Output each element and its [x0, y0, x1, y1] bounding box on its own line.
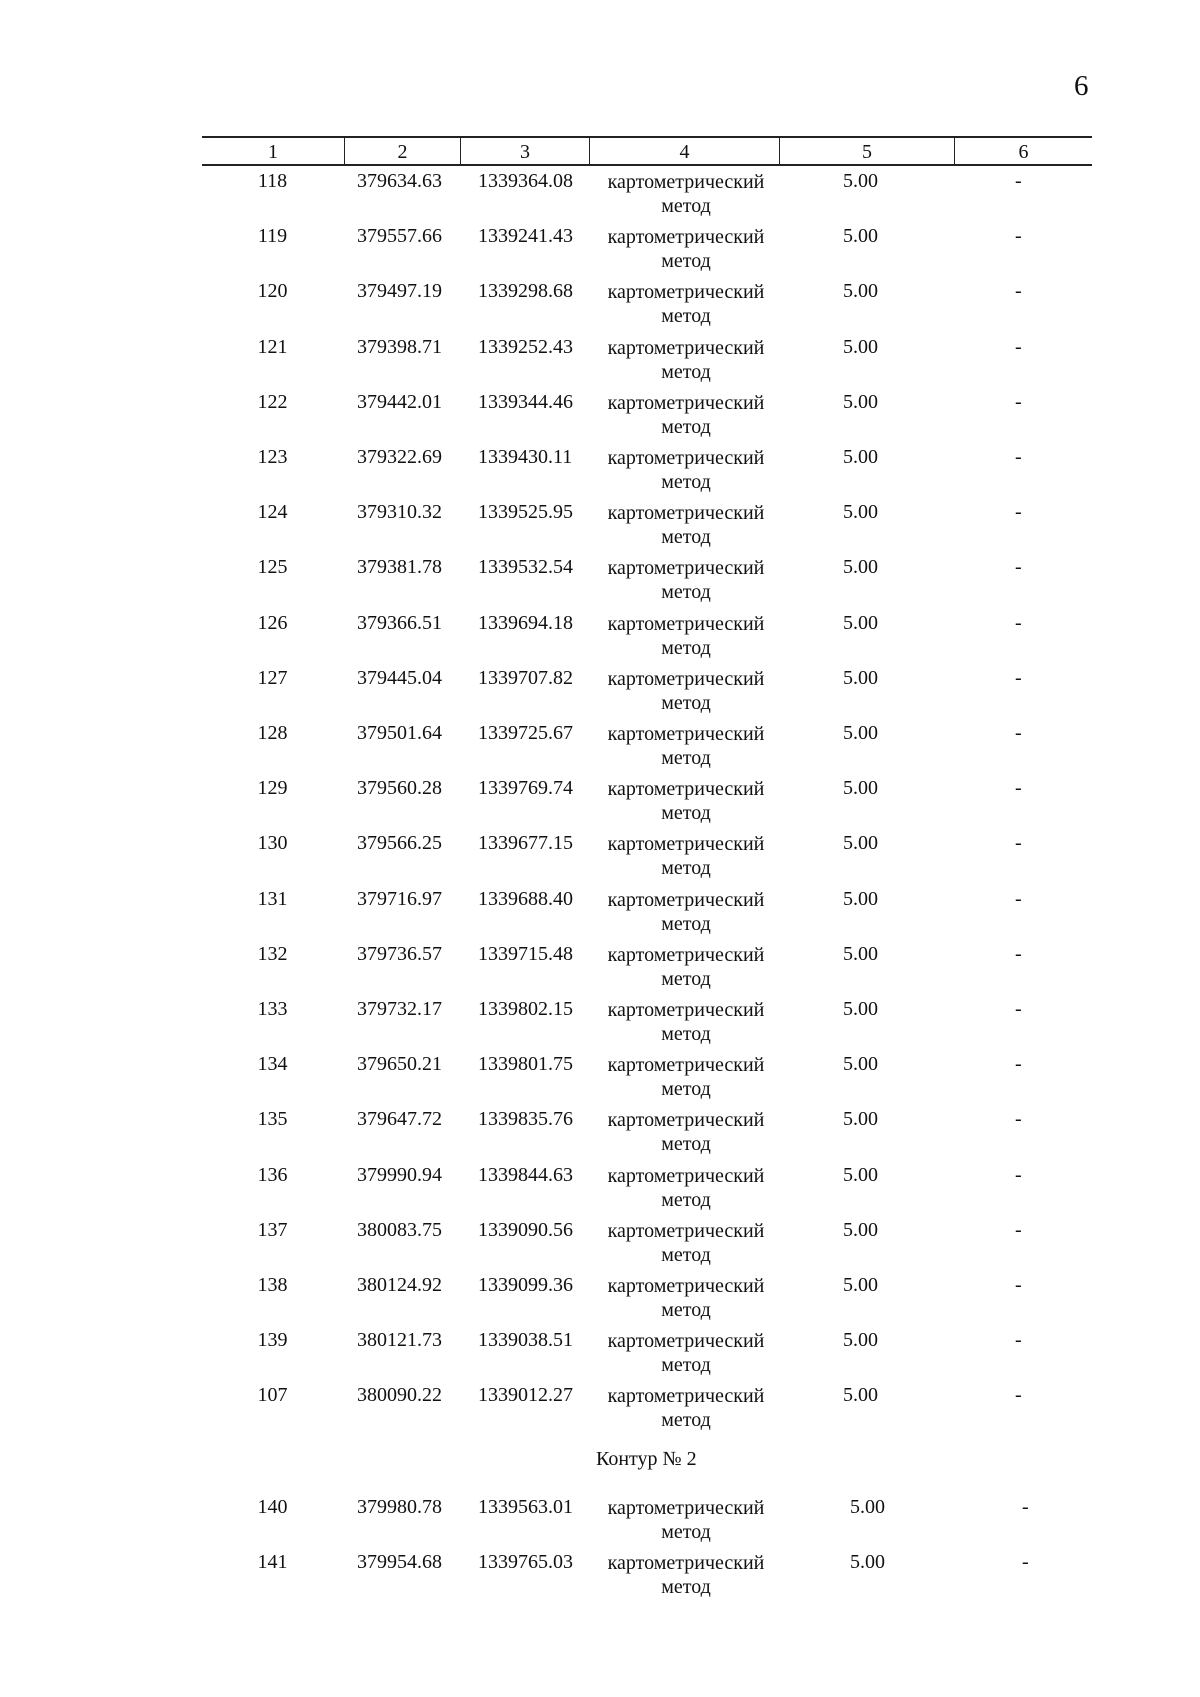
coordinate-x: 379310.32	[357, 501, 442, 524]
note-cell: -	[1015, 1329, 1022, 1352]
note-cell: -	[1015, 446, 1022, 468]
note-cell: -	[1015, 335, 1022, 358]
note-cell: -	[1015, 390, 1022, 413]
method-cell: картометрический метод	[607, 391, 765, 438]
accuracy-cell: 5.00	[843, 998, 878, 1020]
table-row	[0, 832, 1200, 882]
table-row	[0, 1329, 1200, 1379]
coordinate-y: 1339344.46	[478, 390, 573, 413]
coordinate-x: 379398.71	[357, 335, 442, 358]
point-number: 121	[257, 335, 288, 358]
table-row	[0, 667, 1200, 717]
coordinate-x: 379442.01	[357, 390, 442, 413]
coordinate-x: 380090.22	[357, 1384, 442, 1407]
point-number: 141	[257, 1551, 288, 1573]
column-header-5: 5	[780, 138, 955, 164]
coordinate-x: 379716.97	[357, 887, 442, 910]
table-row	[0, 391, 1200, 441]
coordinate-y: 1339525.95	[478, 501, 573, 524]
point-number: 123	[257, 446, 288, 468]
method-cell: картометрический метод	[607, 833, 765, 880]
column-header-2: 2	[345, 138, 461, 164]
point-number: 130	[257, 832, 288, 855]
point-number: 139	[257, 1329, 288, 1352]
accuracy-cell: 5.00	[843, 280, 878, 303]
point-number: 140	[257, 1496, 288, 1518]
coordinate-y: 1339563.01	[478, 1496, 573, 1518]
coordinate-x: 379732.17	[357, 998, 442, 1020]
accuracy-cell: 5.00	[843, 170, 878, 192]
method-cell: картометрический метод	[607, 1164, 765, 1211]
method-cell: картометрический метод	[607, 888, 765, 935]
method-cell: картометрический метод	[607, 1330, 765, 1377]
method-cell: картометрический метод	[607, 612, 765, 659]
table-row	[0, 1274, 1200, 1324]
coordinate-y: 1339298.68	[478, 280, 573, 303]
point-number: 134	[257, 1053, 288, 1076]
method-cell: картометрический метод	[607, 502, 765, 549]
table-row	[0, 943, 1200, 993]
coordinate-y: 1339677.15	[478, 832, 573, 855]
method-cell: картометрический метод	[607, 557, 765, 604]
coordinate-y: 1339835.76	[478, 1108, 573, 1131]
point-number: 126	[257, 611, 288, 634]
method-cell: картометрический метод	[607, 667, 765, 714]
accuracy-cell: 5.00	[843, 832, 878, 855]
table-row	[0, 170, 1200, 220]
note-cell: -	[1015, 887, 1022, 910]
note-cell: -	[1015, 942, 1022, 965]
column-header-1: 1	[202, 138, 345, 164]
method-cell: картометрический метод	[607, 447, 765, 493]
column-header-3: 3	[461, 138, 590, 164]
coordinate-x: 379566.25	[357, 832, 442, 855]
accuracy-cell: 5.00	[843, 942, 878, 965]
coordinate-y: 1339801.75	[478, 1053, 573, 1076]
method-cell: картометрический метод	[607, 226, 765, 273]
note-cell: -	[1015, 1274, 1022, 1296]
method-cell: картометрический метод	[607, 1054, 765, 1101]
table-row	[0, 998, 1200, 1048]
coordinate-x: 379381.78	[357, 556, 442, 579]
accuracy-cell: 5.00	[850, 1496, 885, 1518]
accuracy-cell: 5.00	[843, 611, 878, 634]
coordinate-x: 379560.28	[357, 777, 442, 800]
accuracy-cell: 5.00	[843, 225, 878, 248]
table-row	[0, 777, 1200, 827]
coordinate-x: 379501.64	[357, 722, 442, 744]
point-number: 120	[257, 280, 288, 303]
point-number: 136	[257, 1163, 288, 1186]
coordinate-y: 1339012.27	[478, 1384, 573, 1407]
note-cell: -	[1015, 998, 1022, 1020]
point-number: 118	[257, 170, 288, 192]
coordinate-y: 1339725.67	[478, 722, 573, 744]
coordinate-y: 1339765.03	[478, 1551, 573, 1573]
point-number: 132	[257, 942, 288, 965]
point-number: 131	[257, 887, 288, 910]
coordinate-y: 1339802.15	[478, 998, 573, 1020]
coordinate-x: 379322.69	[357, 446, 442, 468]
note-cell: -	[1015, 722, 1022, 744]
table-row	[0, 225, 1200, 275]
accuracy-cell: 5.00	[843, 666, 878, 689]
method-cell: картометрический метод	[607, 171, 765, 217]
accuracy-cell: 5.00	[843, 1053, 878, 1076]
point-number: 119	[257, 225, 288, 248]
coordinate-x: 379366.51	[357, 611, 442, 634]
table-row	[0, 722, 1200, 772]
note-cell: -	[1015, 1053, 1022, 1076]
coordinate-y: 1339688.40	[478, 887, 573, 910]
note-cell: -	[1015, 501, 1022, 524]
note-cell: -	[1015, 1108, 1022, 1131]
method-cell: картометрический метод	[607, 1275, 765, 1321]
accuracy-cell: 5.00	[850, 1551, 885, 1573]
coordinate-x: 380083.75	[357, 1218, 442, 1241]
accuracy-cell: 5.00	[843, 1108, 878, 1131]
coordinate-y: 1339038.51	[478, 1329, 573, 1352]
table-row	[0, 1496, 1200, 1546]
coordinate-x: 379650.21	[357, 1053, 442, 1076]
coordinate-y: 1339364.08	[478, 170, 573, 192]
table-row	[0, 280, 1200, 330]
note-cell: -	[1015, 1384, 1022, 1407]
note-cell: -	[1022, 1496, 1029, 1518]
table-row	[0, 336, 1200, 386]
point-number: 122	[257, 390, 288, 413]
point-number: 127	[257, 666, 288, 689]
method-cell: картометрический метод	[607, 1109, 765, 1156]
note-cell: -	[1015, 280, 1022, 303]
note-cell: -	[1022, 1551, 1029, 1573]
point-number: 129	[257, 777, 288, 800]
coordinate-y: 1339241.43	[478, 225, 573, 248]
point-number: 137	[257, 1218, 288, 1241]
coordinate-y: 1339844.63	[478, 1163, 573, 1186]
table-row	[0, 1053, 1200, 1103]
method-cell: картометрический метод	[607, 1219, 765, 1266]
table-row	[0, 501, 1200, 551]
accuracy-cell: 5.00	[843, 1329, 878, 1352]
note-cell: -	[1015, 225, 1022, 248]
coordinate-y: 1339769.74	[478, 777, 573, 800]
note-cell: -	[1015, 556, 1022, 579]
coordinate-x: 379990.94	[357, 1163, 442, 1186]
accuracy-cell: 5.00	[843, 335, 878, 358]
accuracy-cell: 5.00	[843, 887, 878, 910]
point-number: 138	[257, 1274, 288, 1296]
coordinate-x: 380124.92	[357, 1274, 442, 1296]
point-number: 128	[257, 722, 288, 744]
accuracy-cell: 5.00	[843, 1163, 878, 1186]
coordinate-x: 379634.63	[357, 170, 442, 192]
column-header-6: 6	[1018, 141, 1029, 163]
method-cell: картометрический метод	[607, 778, 765, 825]
method-cell: картометрический метод	[607, 1385, 765, 1432]
note-cell: -	[1015, 832, 1022, 855]
contour-title: Контур № 2	[596, 1448, 697, 1470]
method-cell: картометрический метод	[607, 723, 765, 769]
point-number: 133	[257, 998, 288, 1020]
coordinate-x: 380121.73	[357, 1329, 442, 1352]
coordinate-y: 1339252.43	[478, 335, 573, 358]
table-row	[0, 1219, 1200, 1269]
note-cell: -	[1015, 777, 1022, 800]
table-row	[0, 612, 1200, 662]
accuracy-cell: 5.00	[843, 446, 878, 468]
coordinate-x: 379557.66	[357, 225, 442, 248]
accuracy-cell: 5.00	[843, 556, 878, 579]
coordinate-y: 1339694.18	[478, 611, 573, 634]
accuracy-cell: 5.00	[843, 501, 878, 524]
table-row	[0, 556, 1200, 606]
accuracy-cell: 5.00	[843, 722, 878, 744]
method-cell: картометрический метод	[607, 281, 765, 328]
table-row	[0, 1384, 1200, 1434]
method-cell: картометрический метод	[607, 1552, 765, 1598]
column-header-4: 4	[590, 138, 780, 164]
table-row	[0, 1164, 1200, 1214]
note-cell: -	[1015, 170, 1022, 192]
accuracy-cell: 5.00	[843, 390, 878, 413]
method-cell: картометрический метод	[607, 1497, 765, 1543]
coordinate-y: 1339707.82	[478, 666, 573, 689]
accuracy-cell: 5.00	[843, 1218, 878, 1241]
table-row	[0, 888, 1200, 938]
coordinate-x: 379497.19	[357, 280, 442, 303]
coordinate-x: 379647.72	[357, 1108, 442, 1131]
table-row	[0, 446, 1200, 496]
accuracy-cell: 5.00	[843, 1274, 878, 1296]
coordinate-y: 1339099.36	[478, 1274, 573, 1296]
method-cell: картометрический метод	[607, 943, 765, 990]
coordinate-x: 379980.78	[357, 1496, 442, 1518]
coordinate-y: 1339715.48	[478, 942, 573, 965]
coordinate-x: 379954.68	[357, 1551, 442, 1573]
point-number: 124	[257, 501, 288, 524]
note-cell: -	[1015, 1218, 1022, 1241]
table-row	[0, 1108, 1200, 1158]
note-cell: -	[1015, 666, 1022, 689]
point-number: 135	[257, 1108, 288, 1131]
coordinate-y: 1339090.56	[478, 1218, 573, 1241]
point-number: 107	[257, 1384, 288, 1407]
coordinate-y: 1339430.11	[478, 446, 573, 468]
method-cell: картометрический метод	[607, 336, 765, 383]
coordinate-y: 1339532.54	[478, 556, 573, 579]
coordinate-x: 379445.04	[357, 666, 442, 689]
accuracy-cell: 5.00	[843, 1384, 878, 1407]
note-cell: -	[1015, 1163, 1022, 1186]
note-cell: -	[1015, 611, 1022, 634]
page-number: 6	[1074, 70, 1089, 102]
method-cell: картометрический метод	[607, 999, 765, 1045]
coordinate-x: 379736.57	[357, 942, 442, 965]
table-header	[202, 136, 1092, 166]
table-row	[0, 1551, 1200, 1601]
accuracy-cell: 5.00	[843, 777, 878, 800]
point-number: 125	[257, 556, 288, 579]
